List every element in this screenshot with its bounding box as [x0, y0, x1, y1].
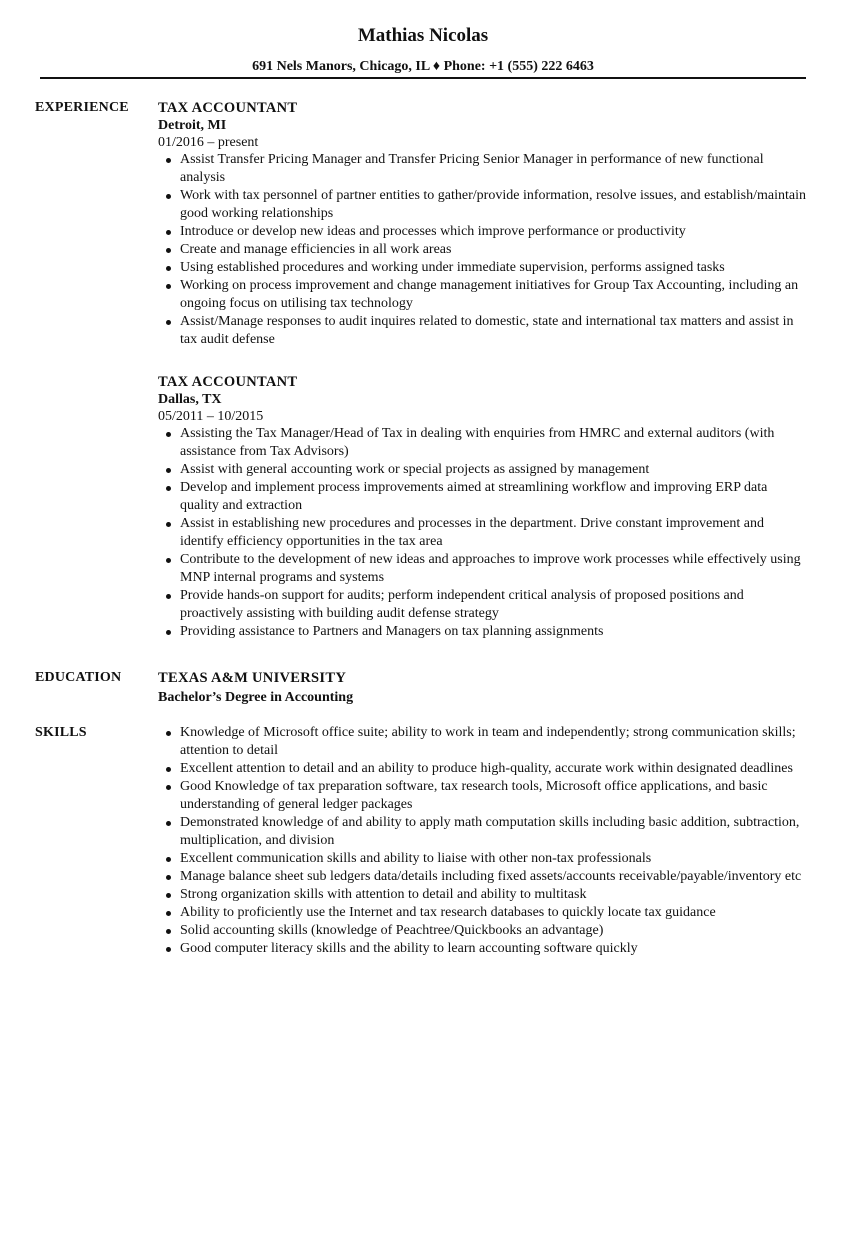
bullet-text: Solid accounting skills (knowledge of Peachtree/Quickbooks an advantage) — [180, 923, 604, 938]
section-heading-experience: EXPERIENCE — [35, 100, 129, 115]
list-item — [180, 778, 808, 814]
experience-body — [158, 99, 808, 665]
bullet-text: Assisting the Tax Manager/Head of Tax in dealing with enquiries from HMRC and external auditors (with assistance from Tax Advisors) — [180, 426, 775, 459]
bullet-text: Provide hands-on support for audits; perform independent critical analysis of proposed positions and proactively assisting with building audit defense strategy — [180, 588, 744, 621]
bullet-text: Good Knowledge of tax preparation software, tax research tools, Microsoft office applications, and basic understanding of general ledger packages — [180, 779, 768, 812]
list-item — [180, 904, 808, 922]
bullet-text: Develop and implement process improvements aimed at streamlining workflow and improving ERP data quality and extraction — [180, 480, 768, 513]
bullet-icon — [166, 911, 171, 916]
bullet-icon — [166, 486, 171, 491]
bullet-icon — [166, 468, 171, 473]
candidate-name: Mathias Nicolas — [357, 25, 489, 46]
list-item — [180, 814, 808, 850]
bullet-icon — [166, 857, 171, 862]
bullet-icon — [166, 875, 171, 880]
list-item — [180, 623, 808, 641]
bullet-icon — [166, 785, 171, 790]
bullet-icon — [166, 731, 171, 736]
bullet-icon — [166, 630, 171, 635]
bullet-text: Working on process improvement and change management initiatives for Group Tax Accounting, including an ongoing focus on utilising tax technology — [180, 278, 799, 311]
job-entry — [158, 373, 808, 641]
bullet-icon — [166, 558, 171, 563]
list-item — [180, 461, 808, 479]
contact-line: 691 Nels Manors, Chicago, IL ♦ Phone: +1 (555) 222 6463 — [252, 59, 594, 74]
list-item — [180, 850, 808, 868]
list-item — [180, 587, 808, 623]
bullet-text: Contribute to the development of new ideas and approaches to improve work processes while effectively using MNP internal programs and systems — [180, 552, 801, 585]
bullet-text: Work with tax personnel of partner entities to gather/provide information, resolve issues, and establish/maintain good working relationships — [180, 188, 806, 221]
list-item — [180, 886, 808, 904]
bullet-icon — [166, 284, 171, 289]
job-title: TAX ACCOUNTANT — [158, 374, 298, 390]
school-name: TEXAS A&M UNIVERSITY — [158, 670, 347, 686]
bullet-icon — [166, 432, 171, 437]
list-item — [180, 724, 808, 760]
bullet-icon — [166, 248, 171, 253]
bullet-text: Using established procedures and working under immediate supervision, performs assigned tasks — [180, 260, 725, 275]
bullet-icon — [166, 230, 171, 235]
list-item — [180, 479, 808, 515]
skills-body — [158, 724, 808, 958]
list-item — [180, 515, 808, 551]
bullet-icon — [166, 821, 171, 826]
job-entry — [158, 99, 808, 349]
resume-header — [0, 24, 846, 76]
job-dates: 05/2011 – 10/2015 — [158, 409, 264, 424]
job-title: TAX ACCOUNTANT — [158, 100, 298, 116]
bullet-icon — [166, 929, 171, 934]
bullet-text: Providing assistance to Partners and Managers on tax planning assignments — [180, 624, 604, 639]
job-bullet-list — [158, 425, 808, 641]
bullet-icon — [166, 158, 171, 163]
section-heading-education: EDUCATION — [35, 670, 122, 685]
bullet-icon — [166, 266, 171, 271]
bullet-icon — [166, 893, 171, 898]
bullet-icon — [166, 194, 171, 199]
bullet-text: Assist Transfer Pricing Manager and Transfer Pricing Senior Manager in performance of new functional analysis — [180, 152, 764, 185]
section-heading-skills: SKILLS — [35, 725, 87, 740]
list-item — [180, 277, 808, 313]
bullet-text: Demonstrated knowledge of and ability to apply math computation skills including basic addition, subtraction, multiplication, and division — [180, 815, 800, 848]
bullet-icon — [166, 767, 171, 772]
bullet-icon — [166, 947, 171, 952]
job-location: Dallas, TX — [158, 392, 222, 407]
list-item — [180, 313, 808, 349]
bullet-text: Introduce or develop new ideas and processes which improve performance or productivity — [180, 224, 686, 239]
job-location: Detroit, MI — [158, 118, 227, 133]
education-body — [158, 669, 808, 707]
job-bullet-list — [158, 151, 808, 349]
job-dates: 01/2016 – present — [158, 135, 259, 150]
bullet-text: Ability to proficiently use the Internet and tax research databases to quickly locate tax guidance — [180, 905, 716, 920]
bullet-text: Assist in establishing new procedures and processes in the department. Drive constant improvement and identify efficiency opportunities in the tax area — [180, 516, 764, 549]
list-item — [180, 760, 808, 778]
bullet-text: Assist/Manage responses to audit inquires related to domestic, state and international tax matters and assist in tax audit defense — [180, 314, 794, 347]
bullet-text: Good computer literacy skills and the ability to learn accounting software quickly — [180, 941, 638, 956]
bullet-icon — [166, 522, 171, 527]
list-item — [180, 151, 808, 187]
header-divider — [40, 77, 806, 79]
skills-bullet-list — [158, 724, 808, 958]
bullet-text: Create and manage efficiencies in all work areas — [180, 242, 452, 257]
list-item — [180, 922, 808, 940]
bullet-icon — [166, 320, 171, 325]
bullet-text: Knowledge of Microsoft office suite; ability to work in team and independently; strong communication skills; attention to detail — [180, 725, 796, 758]
degree-name: Bachelor’s Degree in Accounting — [158, 690, 354, 705]
bullet-text: Excellent communication skills and ability to liaise with other non-tax professionals — [180, 851, 652, 866]
bullet-text: Manage balance sheet sub ledgers data/details including fixed assets/accounts receivable/payable/inventory etc — [180, 869, 802, 884]
bullet-text: Assist with general accounting work or special projects as assigned by management — [180, 462, 650, 477]
bullet-icon — [166, 594, 171, 599]
list-item — [180, 940, 808, 958]
list-item — [180, 551, 808, 587]
list-item — [180, 223, 808, 241]
list-item — [180, 259, 808, 277]
list-item — [180, 425, 808, 461]
list-item — [180, 241, 808, 259]
bullet-text: Strong organization skills with attention to detail and ability to multitask — [180, 887, 587, 902]
bullet-text: Excellent attention to detail and an ability to produce high-quality, accurate work within designated deadlines — [180, 761, 793, 776]
list-item — [180, 187, 808, 223]
list-item — [180, 868, 808, 886]
